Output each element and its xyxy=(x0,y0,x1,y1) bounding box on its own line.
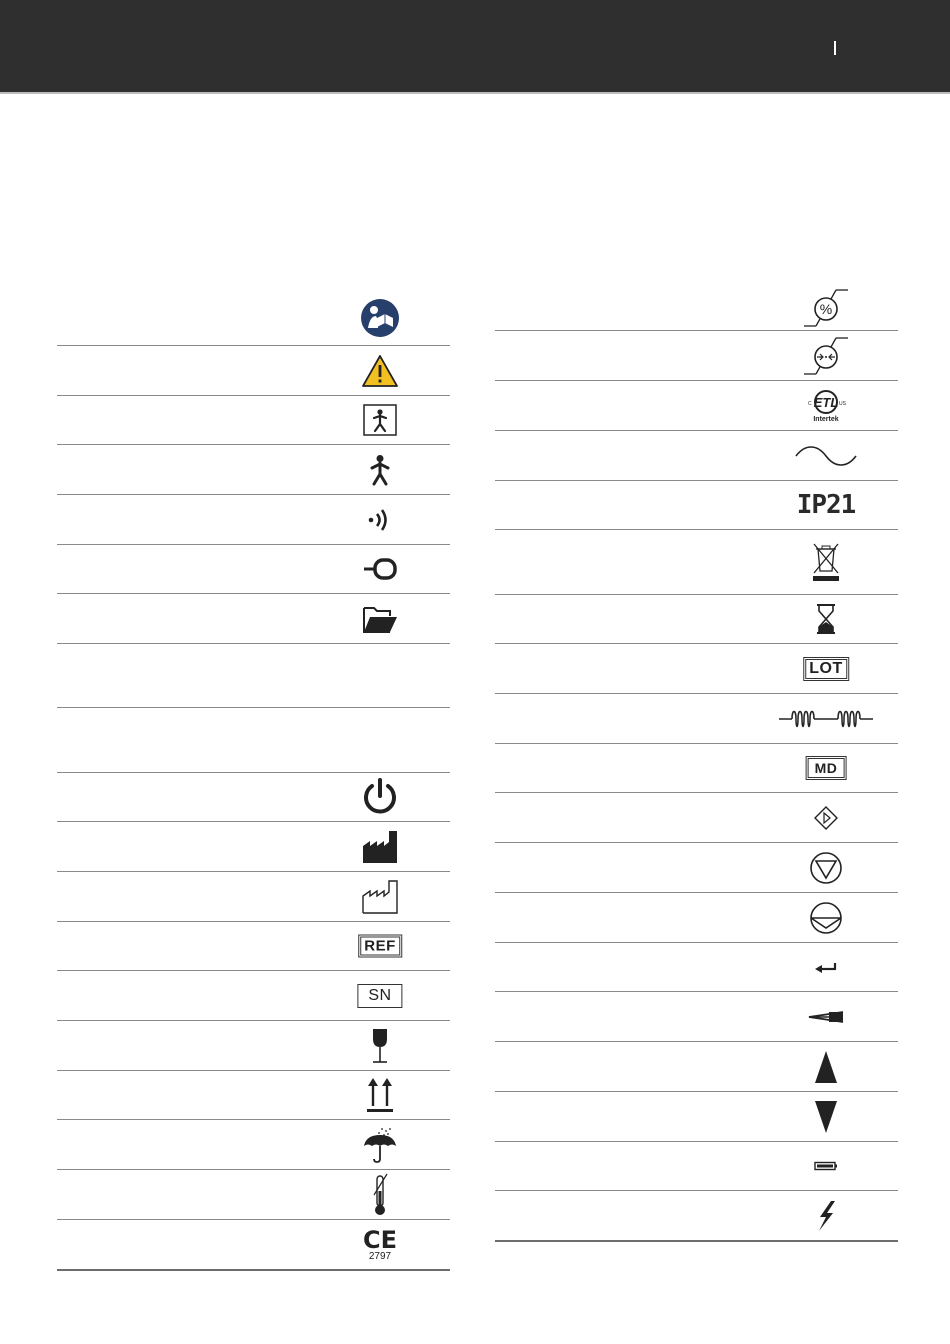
high-voltage-icon xyxy=(814,1200,838,1232)
lot-label: LOT xyxy=(803,657,849,681)
power-icon xyxy=(360,777,400,817)
symbol-row xyxy=(495,992,898,1042)
pressure-limit-icon xyxy=(802,336,850,376)
sn-label: SN xyxy=(357,984,402,1008)
symbol-row xyxy=(495,381,898,431)
type-b-applied-part-icon xyxy=(367,454,393,486)
ref-label: REF xyxy=(358,935,402,958)
symbol-row xyxy=(495,843,898,893)
symbol-row xyxy=(495,793,898,843)
enter-arrow-icon xyxy=(813,960,839,974)
symbol-row xyxy=(57,1021,450,1071)
symbol-row xyxy=(495,331,898,381)
symbol-table-right xyxy=(495,285,898,1242)
symbol-row xyxy=(495,1042,898,1092)
battery-icon xyxy=(814,1161,838,1171)
ce-mark-icon xyxy=(362,1225,398,1262)
symbol-row xyxy=(57,971,450,1021)
symbol-row xyxy=(57,495,450,545)
symbol-row xyxy=(57,1071,450,1120)
symbol-row xyxy=(495,644,898,694)
symbol-row xyxy=(57,594,450,644)
symbol-row xyxy=(57,396,450,445)
ce-mark-glyph: CE xyxy=(362,1225,398,1254)
header-bar xyxy=(0,0,950,94)
warning-icon xyxy=(361,354,399,388)
symbol-row xyxy=(57,545,450,594)
symbol-table-left xyxy=(57,290,450,1271)
stop-button-icon xyxy=(809,851,843,885)
symbol-row xyxy=(495,1092,898,1142)
symbol-row xyxy=(495,1191,898,1242)
open-folder-icon xyxy=(362,604,398,634)
svg-text:C: C xyxy=(808,400,812,407)
symbol-row xyxy=(57,644,450,708)
symbol-row xyxy=(57,872,450,922)
svg-text:US: US xyxy=(839,400,846,407)
type-bf-applied-part-icon xyxy=(363,404,397,436)
this-way-up-icon xyxy=(365,1076,395,1114)
symbol-row xyxy=(495,595,898,644)
symbol-row xyxy=(495,943,898,992)
symbol-row xyxy=(57,822,450,872)
ip-rating-text: IP21 xyxy=(796,490,856,520)
symbol-row xyxy=(495,481,898,530)
symbol-row xyxy=(57,346,450,396)
fast-return-icon xyxy=(807,1008,845,1026)
symbol-row xyxy=(57,445,450,495)
symbol-row xyxy=(495,530,898,595)
svg-text:ETL: ETL xyxy=(813,394,839,410)
symbol-row xyxy=(57,773,450,822)
humidity-percent: % xyxy=(819,300,833,317)
ref-catalogue-icon xyxy=(358,935,402,958)
magnetic-field-icon xyxy=(778,706,874,732)
up-triangle-icon xyxy=(814,1050,838,1084)
humidity-limit-icon xyxy=(802,288,850,328)
intertek-label: Intertek xyxy=(813,415,839,423)
manufacturer-icon xyxy=(362,830,398,864)
symbol-row xyxy=(57,1170,450,1220)
symbol-row xyxy=(57,1220,450,1271)
start-button-icon xyxy=(814,806,838,830)
keep-dry-icon xyxy=(362,1126,398,1164)
header-divider xyxy=(834,41,836,55)
notified-body-number: 2797 xyxy=(368,1250,392,1262)
symbol-row xyxy=(495,431,898,481)
medical-device-icon xyxy=(806,756,847,780)
symbol-row xyxy=(495,694,898,744)
symbol-row xyxy=(57,290,450,346)
deflate-button-icon xyxy=(809,901,843,935)
down-triangle-icon xyxy=(814,1100,838,1134)
use-by-date-icon xyxy=(815,603,837,635)
symbol-row xyxy=(57,922,450,971)
consult-instructions-icon xyxy=(360,298,400,338)
symbol-row xyxy=(495,1142,898,1191)
temperature-limit-icon xyxy=(370,1173,390,1217)
ip-rating-icon xyxy=(797,490,856,520)
lot-number-icon xyxy=(803,657,849,681)
serial-number-icon xyxy=(357,984,402,1008)
alternating-current-icon xyxy=(795,446,857,466)
symbol-row xyxy=(495,893,898,943)
etl-intertek-icon xyxy=(802,389,850,423)
fragile-icon xyxy=(369,1027,391,1065)
symbol-row xyxy=(57,1120,450,1170)
connector-icon xyxy=(363,557,397,581)
wireless-signal-icon xyxy=(367,505,393,535)
md-label: MD xyxy=(806,756,847,780)
weee-disposal-icon xyxy=(809,541,843,583)
symbol-row xyxy=(495,744,898,793)
date-of-manufacture-icon xyxy=(362,880,398,914)
symbol-row xyxy=(57,708,450,773)
symbol-row xyxy=(495,285,898,331)
